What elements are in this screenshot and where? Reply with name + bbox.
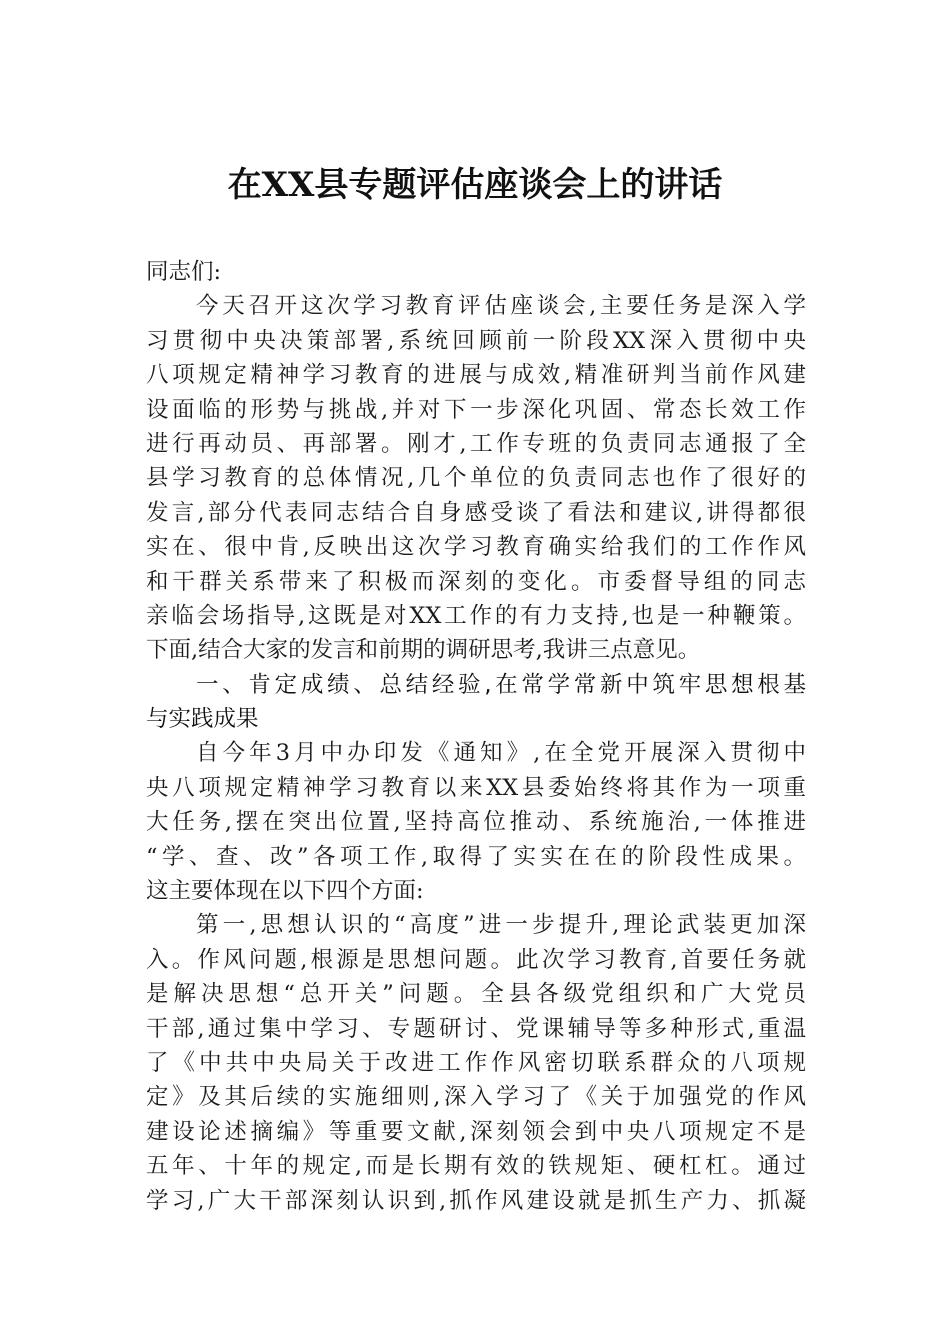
paragraph-line: 五年、十年的规定,而是长期有效的铁规矩、硬杠杠。通过 [146,1153,806,1180]
paragraph-line: 大任务,摆在突出位置,坚持高位推动、系统施治,一体推进 [146,809,806,836]
paragraph-line: 央八项规定精神学习教育以来XX县委始终将其作为一项重 [146,774,806,801]
paragraph-line: 八项规定精神学习教育的进展与成效,精准研判当前作风建 [146,362,806,389]
paragraph-line: 自今年3月中办印发《通知》,在全党开展深入贯彻中 [196,740,806,767]
paragraph-line: 和干群关系带来了积极而深刻的变化。市委督导组的同志 [146,568,806,595]
paragraph-line: 实在、很中肯,反映出这次学习教育确实给我们的工作作风 [146,534,806,561]
paragraph-line: 学习,广大干部深刻认识到,抓作风建设就是抓生产力、抓凝 [146,1187,806,1214]
paragraph-line: 今天召开这次学习教育评估座谈会,主要任务是深入学 [196,293,806,320]
paragraph-line: 建设论述摘编》等重要文献,深刻领会到中央八项规定不是 [146,1118,806,1145]
paragraph-line: 下面,结合大家的发言和前期的调研思考,我讲三点意见。 [146,637,701,664]
paragraph-line: 是解决思想“总开关”问题。全县各级党组织和广大党员 [146,981,806,1008]
paragraph-line: 发言,部分代表同志结合自身感受谈了看法和建议,讲得都很 [146,499,806,526]
paragraph-line: 干部,通过集中学习、专题研讨、党课辅导等多种形式,重温 [146,1015,806,1042]
paragraph-line: 定》及其后续的实施细则,深入学习了《关于加强党的作风 [146,1084,806,1111]
paragraph-line: 亲临会场指导,这既是对XX工作的有力支持,也是一种鞭策。 [146,602,806,629]
paragraph-line: 了《中共中央局关于改进工作作风密切联系群众的八项规 [146,1049,806,1076]
salutation-line: 同志们: [146,259,222,285]
paragraph-line: “学、查、改”各项工作,取得了实实在在的阶段性成果。 [146,843,806,870]
paragraph-line: 第一,思想认识的“高度”进一步提升,理论武装更加深 [196,912,806,939]
paragraph-line: 习贯彻中央决策部署,系统回顾前一阶段XX深入贯彻中央 [146,327,806,354]
paragraph-line: 进行再动员、再部署。刚才,工作专班的负责同志通报了全 [146,430,806,457]
paragraph-line: 这主要体现在以下四个方面: [146,878,424,905]
section-heading: 与实践成果 [146,706,259,733]
document-body [146,255,806,1218]
paragraph-line: 设面临的形势与挑战,并对下一步深化巩固、常态长效工作 [146,396,806,423]
paragraph-line: 入。作风问题,根源是思想问题。此次学习教育,首要任务就 [146,946,806,973]
section-heading: 一、肯定成绩、总结经验,在常学常新中筑牢思想根基 [196,671,806,698]
document-title: 在XX县专题评估座谈会上的讲话 [227,165,723,205]
paragraph-line: 县学习教育的总体情况,几个单位的负责同志也作了很好的 [146,465,806,492]
